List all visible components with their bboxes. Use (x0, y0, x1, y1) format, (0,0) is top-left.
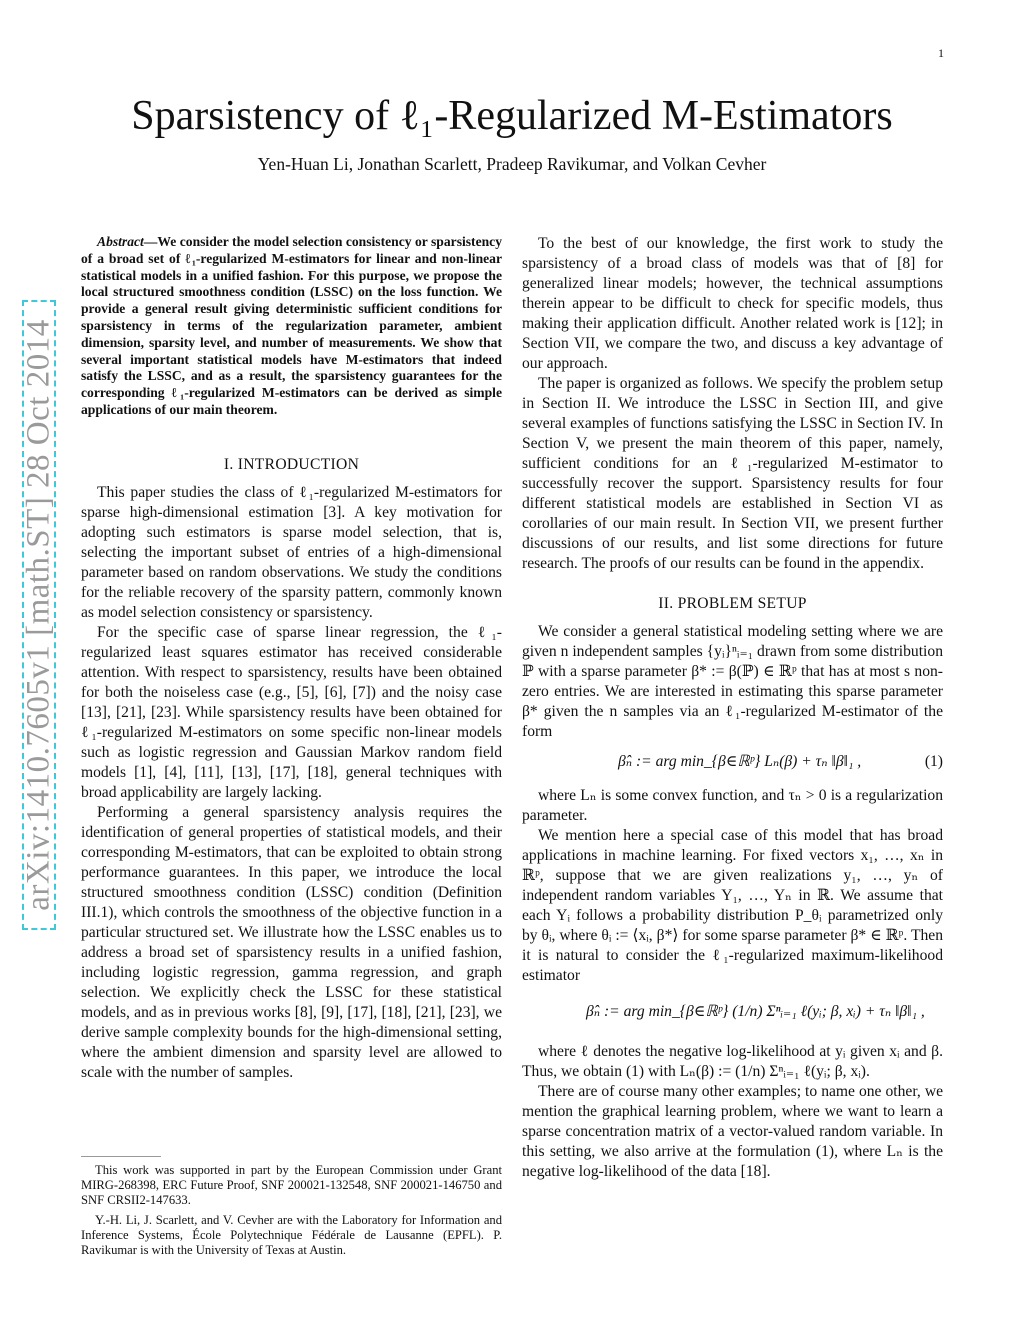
setup-paragraph-3: We mention here a special case of this model that has broad applications in machine learning. For fixed vectors x₁, …, xₙ in ℝᵖ, suppose that we are given realizations y₁, …, yₙ of independent random variables Y₁, …, Yₙ in ℝ. We assume that each Yᵢ follows a probability distribution P_θᵢ parametrized only by θᵢ, where θᵢ := ⟨xᵢ, β*⟩ for some sparse parameter β* ∈ ℝᵖ. Then it is natural to consider the ℓ₁-regularized maximum-likelihood estimator (522, 827, 943, 984)
setup-paragraph-4: where ℓ denotes the negative log-likelihood at yᵢ given xᵢ and β. Thus, we obtain (1) with Lₙ(β) := (1/n) Σⁿᵢ₌₁ ℓ(yᵢ; β, xᵢ). (522, 1043, 943, 1080)
intro-paragraph-3: Performing a general sparsistency analysis requires the identification of general properties of statistical models, and their corresponding M-estimators, that can be exploited to obtain strong performance guarantees. In this paper, we introduce the local structured smoothness condition (LSSC) condition (Definition III.1), which controls the smoothness of the objective function in a particular structured set. We illustrate how the LSSC enables us to address a broad set of sparsistency results in a unified fashion, including logistic regression, gamma regression, and graph selection. We explicitly check the LSSC for these statistical models, and as in previous works [8], [9], [17], [18], [21], [23], we derive sample complexity bounds for the high-dimensional setting, where the ambient dimension and sparsity level are allowed to scale with the number of samples. (81, 803, 502, 1081)
intro-paragraph-2: For the specific case of sparse linear regression, the ℓ₁-regularized least squares estimator has received considerable attention. With respect to sparsistency, results have been obtained for both the noiseless case (e.g., [5], [6], [7]) and the noisy case [13], [21], [23]. While sparsistency results have been obtained for ℓ₁-regularized M-estimators on some specific non-linear models such as logistic regression and Gaussian Markov random field models [1], [4], [11], [13], [17], [18], general techniques with broad applicability are largely lacking. (81, 623, 502, 801)
setup-paragraph-5: There are of course many other examples; to name one other, we mention the graphical learning problem, where we want to learn a sparse concentration matrix of a vector-valued random variable. In this setting, we also arrive at the formulation (1), where Lₙ is the negative log-likelihood of the data [18]. (522, 1083, 943, 1180)
equation-1 (522, 742, 943, 786)
abstract-label: Abstract— (97, 234, 158, 249)
setup-paragraph-1: We consider a general statistical modeling setting where we are given n independent samples {yᵢ}ⁿᵢ₌₁ drawn from some distribution ℙ with a sparse parameter β* := β(ℙ) ∈ ℝᵖ that has at most s non-zero entries. We are interested in estimating this sparse parameter β* given the n samples via an ℓ₁-regularized M-estimator of the form (522, 623, 943, 740)
abstract-text: We consider the model selection consistency or sparsistency of a broad set of ℓ₁-regularized M-estimators for linear and non-linear statistical models in a unified fashion. For this purpose, we propose the local structured smoothness condition (LSSC) on the loss function. We provide a general result giving deterministic sufficient conditions for sparsistency in terms of the regularization parameter, ambient dimension, sparsity level, and number of measurements. We show that several important statistical models have M-estimators that indeed satisfy the LSSC, and as a result, the sparsistency guarantees for the corresponding ℓ₁-regularized M-estimators can be derived as simple applications of our main theorem. (81, 234, 502, 417)
arxiv-id: arXiv:1410.7605v1 [math.ST] 28 Oct 2014 (20, 319, 57, 911)
footnote-divider (81, 1156, 161, 1157)
equation-2 (522, 986, 943, 1042)
abstract (81, 234, 502, 419)
equation-1-body: β̂ₙ := arg min_{β∈ℝᵖ} Lₙ(β) + τₙ ‖β‖₁ , (618, 753, 862, 770)
related-work-paragraph: To the best of our knowledge, the first work to study the sparsistency of a broad class of models was that of [8] for generalized linear models; however, the technical assumptions therein appear to be difficult to check for specific models, thus making their application difficult. Another related work is [12]; in Section VII, we compare the two, and discuss a key advantage of our approach. (522, 235, 943, 372)
paper-authors: Yen-Huan Li, Jonathan Scarlett, Pradeep Ravikumar, and Volkan Cevher (257, 154, 767, 174)
right-column (522, 234, 943, 1182)
footnotes (81, 1163, 502, 1262)
intro-paragraph-1: This paper studies the class of ℓ₁-regularized M-estimators for sparse high-dimensional estimation [3]. A key motivation for adopting such estimators is sparse model selection, that is, selecting the important subset of entries of a high-dimensional parameter based on random observations. We study the conditions for the reliable recovery of the sparsity pattern, commonly known as model selection consistency or sparsistency. (81, 483, 502, 621)
left-column (81, 234, 502, 1083)
section-heading-introduction: I. INTRODUCTION (223, 455, 360, 473)
setup-paragraph-2: where Lₙ is some convex function, and τₙ > 0 is a regularization parameter. (522, 787, 943, 824)
equation-2-body: β̂ₙ := arg min_{β∈ℝᵖ} (1/n) Σⁿᵢ₌₁ ℓ(yᵢ; β, xᵢ) + τₙ ‖β‖₁ , (586, 1003, 925, 1020)
paper-title: Sparsistency of ℓ₁-Regularized M-Estimators (131, 93, 893, 139)
footnote-affiliations: Y.-H. Li, J. Scarlett, and V. Cevher are with the Laboratory for Information and Inference Systems, École Polytechnique Fédérale de Lausanne (EPFL). P. Ravikumar is with the University of Texas at Austin. (81, 1212, 502, 1258)
organization-paragraph: The paper is organized as follows. We specify the problem setup in Section II. We introduce the LSSC in Section III, and give several examples of functions satisfying the LSSC in Section IV. In Section V, we present the main theorem of this paper, namely, sufficient conditions for an ℓ₁-regularized M-estimator to successfully recover the support. Sparsistency results for four different statistical models are established in Section VI as corollaries of our main result. In Section VII, we present further discussions of our results, and list some directions for future research. The proofs of our results can be found in the appendix. (522, 375, 943, 572)
section-heading-problem-setup: II. PROBLEM SETUP (658, 595, 807, 612)
equation-1-number: (1) (924, 753, 943, 770)
footnote-funding: This work was supported in part by the European Commission under Grant MIRG-268398, ERC Future Proof, SNF 200021-132548, SNF 200021-146750 and SNF CRSII2-147633. (81, 1163, 502, 1208)
arxiv-side-stamp[interactable] (22, 300, 56, 930)
page-number: 1 (938, 46, 944, 60)
